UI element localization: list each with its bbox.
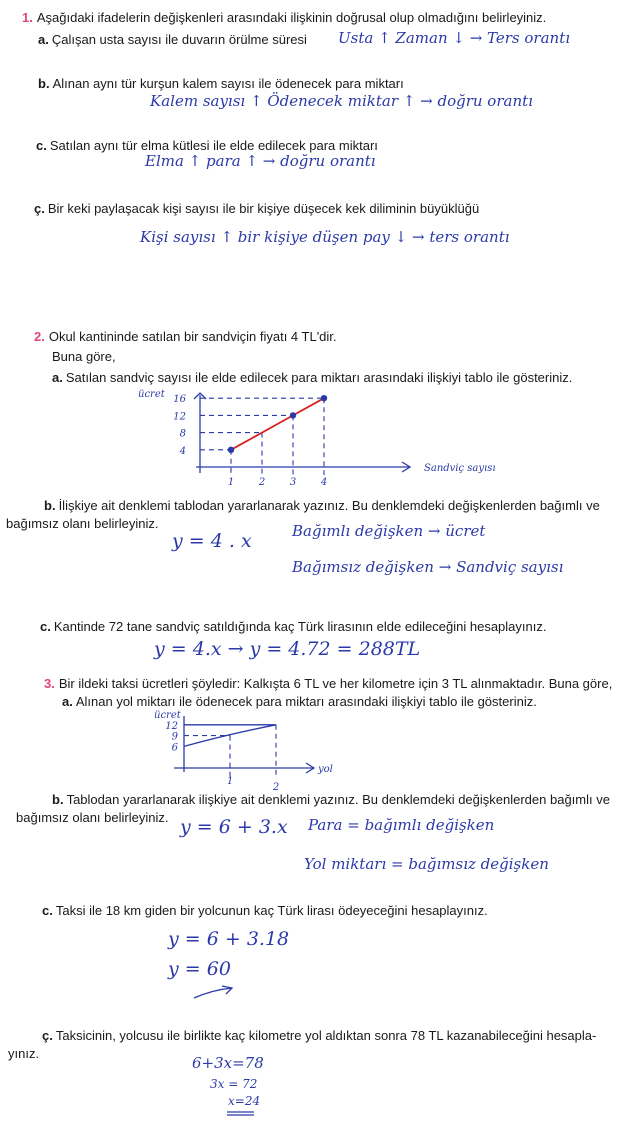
q1-prompt [22, 10, 546, 26]
q3a-label: a. [62, 694, 73, 709]
series-line [231, 398, 324, 450]
x-tick-label: 4 [320, 477, 328, 488]
q3c-answer-line2: y = 60 [168, 958, 231, 980]
x-tick-label: 2 [272, 782, 280, 793]
q2b-label: b. [44, 498, 56, 513]
data-point [290, 412, 296, 418]
q2-prompt2: Buna göre, [52, 349, 116, 364]
q3cc-answer-line1: 6+3x=78 [192, 1054, 264, 1072]
q2-number: 2. [34, 329, 45, 344]
q2b-question-line1 [44, 498, 600, 514]
q2b-answer-independent: Bağımsız değişken → Sandviç sayısı [292, 558, 564, 576]
q1b-question [38, 76, 404, 92]
q2c-text: Kantinde 72 tane sandviç satıldığında kaç Türk lirasının elde edileceğini hesaplayınız. [53, 619, 547, 634]
chart-sandwich-price [130, 385, 530, 488]
data-point [228, 447, 234, 453]
q1c-text: Satılan aynı tür elma kütlesi ile elde edilecek para miktarı [49, 138, 378, 153]
q1cc-text: Bir keki paylaşacak kişi sayısı ile bir kişiye düşecek kek diliminin büyüklüğü [47, 201, 480, 216]
q3c-question [42, 903, 488, 919]
q1b-answer: Kalem sayısı ↑ Ödenecek miktar ↑ → doğru orantı [150, 92, 533, 110]
q1b-label: b. [38, 76, 50, 91]
q3b-answer-independent: Yol miktarı = bağımsız değişken [304, 855, 549, 873]
q1c-answer: Elma ↑ para ↑ → doğru orantı [145, 152, 376, 170]
y-tick-label: 8 [179, 428, 186, 440]
q3cc-answer-line2: 3x = 72 [210, 1077, 258, 1091]
double-underline-stroke [227, 1112, 254, 1115]
q3-prompt [44, 676, 612, 692]
y-axis-label: ücret [138, 389, 165, 400]
q2a-question [52, 370, 572, 386]
q1b-text: Alınan aynı tür kurşun kalem sayısı ile ödenecek para miktarı [52, 76, 404, 91]
q3b-question-line1 [52, 792, 610, 808]
x-tick-label: 1 [226, 776, 234, 787]
y-tick-label: 12 [173, 411, 186, 423]
y-tick-label: 4 [179, 445, 186, 457]
q1cc-question [34, 201, 479, 217]
q3a-text: Alınan yol miktarı ile ödenecek para miktarı arasındaki ilişkiyi tablo ile gösteriniz. [75, 694, 537, 709]
q2b-text-line1: İlişkiye ait denklemi tablodan yararlanarak yazınız. Bu denklemdeki değişkenlerden bağımlı ve [58, 498, 600, 513]
q3cc-question-line1 [42, 1028, 596, 1044]
q3b-answer-equation: y = 6 + 3.x [180, 816, 288, 838]
y-tick-label: 12 [165, 720, 178, 732]
q3cc-answer-line3: x=24 [228, 1094, 261, 1108]
q1a-text: Çalışan usta sayısı ile duvarın örülme süresi [51, 32, 307, 47]
y-tick-label: 6 [171, 742, 178, 754]
q1a-label: a. [38, 32, 49, 47]
q1-number: 1. [22, 10, 33, 25]
q2a-label: a. [52, 370, 63, 385]
q1-prompt-text: Aşağıdaki ifadelerin değişkenleri arasındaki ilişkinin doğrusal olup olmadığını belirleyiniz. [36, 10, 547, 25]
q1cc-label: ç. [34, 201, 45, 216]
data-point [321, 395, 327, 401]
q2c-answer: y = 4.x → y = 4.72 = 288TL [154, 638, 421, 660]
y-axis-label: ücret [154, 710, 181, 721]
q2-prompt [34, 329, 337, 345]
q2b-answer-dependent: Bağımlı değişken → ücret [292, 522, 486, 540]
q1cc-answer: Kişi sayısı ↑ bir kişiye düşen pay ↓ → ters orantı [140, 228, 510, 246]
q2c-question [40, 619, 546, 635]
q2c-label: c. [40, 619, 51, 634]
chart-taxi-fare [150, 708, 450, 798]
q2-prompt-text: Okul kantininde satılan bir sandviçin fiyatı 4 TL'dir. [48, 329, 337, 344]
q3cc-text-line1: Taksicinin, yolcusu ile birlikte kaç kilometre yol aldıktan sonra 78 TL kazanabileceğini hesapla- [55, 1028, 597, 1043]
x-tick-label: 2 [258, 477, 266, 488]
q3c-answer-line1: y = 6 + 3.18 [168, 928, 290, 950]
q3cc-answer-underline [226, 1110, 256, 1116]
q1a-answer: Usta ↑ Zaman ↓ → Ters orantı [338, 29, 571, 47]
q3c-label: c. [42, 903, 53, 918]
q3-prompt-text: Bir ildeki taksi ücretleri şöyledir: Kalkışta 6 TL ve her kilometre için 3 TL alınmaktadır. Buna göre, [58, 676, 613, 691]
y-tick-label: 9 [171, 731, 178, 743]
x-tick-label: 1 [227, 477, 235, 488]
x-axis-label: yol [318, 764, 333, 775]
underline-arrow-stroke [194, 986, 232, 998]
q3c-answer-underline [192, 984, 242, 1004]
q1a-question [38, 32, 307, 48]
q3cc-label: ç. [42, 1028, 53, 1043]
q2a-text: Satılan sandviç sayısı ile elde edilecek para miktarı arasındaki ilişkiyi tablo ile gösteriniz. [65, 370, 573, 385]
q1c-label: c. [36, 138, 47, 153]
q3b-text-line1: Tablodan yararlanarak ilişkiye ait denklemi yazınız. Bu denklemdeki değişkenlerden bağımlı ve [66, 792, 610, 807]
x-axis-label: Sandviç sayısı [424, 463, 496, 474]
q3b-label: b. [52, 792, 64, 807]
q3c-text: Taksi ile 18 km giden bir yolcunun kaç Türk lirası ödeyeceğini hesaplayınız. [55, 903, 488, 918]
x-tick-label: 3 [289, 477, 297, 488]
q3-number: 3. [44, 676, 55, 691]
q3cc-question-line2: yınız. [8, 1046, 40, 1061]
q2b-question-line2: bağımsız olanı belirleyiniz. [6, 516, 159, 531]
q2b-answer-equation: y = 4 . x [172, 530, 252, 552]
q3b-question-line2: bağımsız olanı belirleyiniz. [16, 810, 169, 825]
q3b-answer-dependent: Para = bağımlı değişken [308, 816, 495, 834]
y-tick-label: 16 [173, 394, 186, 406]
